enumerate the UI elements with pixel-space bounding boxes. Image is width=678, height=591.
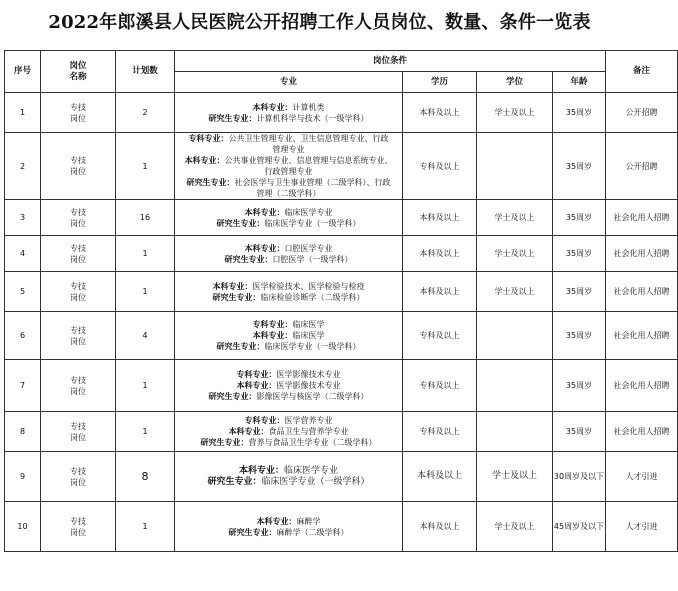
header-post-line2: 名称 <box>69 71 87 82</box>
cell-remark: 社会化用人招聘 <box>606 312 678 360</box>
cell-no: 9 <box>5 452 41 502</box>
cell-post-line1: 专技 <box>70 207 86 217</box>
header-plan: 计划数 <box>116 51 175 93</box>
major-line-label: 本科专业： <box>228 427 269 436</box>
cell-post-line1: 专技 <box>70 281 86 291</box>
cell-no: 2 <box>5 133 41 200</box>
cell-major <box>175 200 403 236</box>
major-line <box>175 437 402 448</box>
cell-education: 专科及以上 <box>403 360 477 412</box>
major-line-text: 麻醉学（二级学科） <box>276 527 349 537</box>
table-row <box>5 502 678 552</box>
major-line-text: 临床医学 <box>292 320 325 329</box>
header-major: 专业 <box>175 72 403 93</box>
major-line-label: 本科专业： <box>244 207 285 217</box>
cell-post-line1: 专技 <box>70 325 86 335</box>
major-line-label: 专科专业： <box>188 134 229 143</box>
header-age: 年龄 <box>553 72 606 93</box>
major-line <box>175 415 402 426</box>
major-line-text: 临床医学专业（一级学科） <box>264 218 361 228</box>
major-line-label: 本科专业： <box>184 156 225 165</box>
cell-education: 本科及以上 <box>403 93 477 133</box>
cell-post-line2: 岗位 <box>70 386 86 396</box>
major-line-text: 医学影像技术专业 <box>276 381 341 390</box>
cell-major <box>175 312 403 360</box>
cell-education: 本科及以上 <box>403 236 477 272</box>
cell-major <box>175 412 403 452</box>
cell-post-line2: 岗位 <box>70 477 86 487</box>
cell-education: 专科及以上 <box>403 312 477 360</box>
cell-post-line2: 岗位 <box>70 218 86 228</box>
major-line-text: 行政管理专业 <box>264 167 313 176</box>
major-line <box>175 281 402 292</box>
cell-major <box>175 236 403 272</box>
major-line <box>175 207 402 218</box>
cell-no: 4 <box>5 236 41 272</box>
major-line-label: 专科专业： <box>236 370 277 379</box>
cell-post-line2: 岗位 <box>70 167 86 176</box>
major-line <box>175 102 402 113</box>
major-line-text: 营养与食品卫生学专业（二级学科） <box>248 438 377 447</box>
major-line-text: 医学营养专业 <box>284 416 333 425</box>
cell-post-line2: 岗位 <box>70 292 86 302</box>
page-title: 2022年郎溪县人民医院公开招聘工作人员岗位、数量、条件一览表 <box>48 12 591 33</box>
cell-age: 30周岁及以下 <box>553 452 606 502</box>
major-line-label: 研究生专业： <box>216 342 265 351</box>
table-row <box>5 93 678 133</box>
cell-education: 本科及以上 <box>403 452 477 502</box>
cell-education: 本科及以上 <box>403 502 477 552</box>
major-line-label: 研究生专业： <box>186 178 235 187</box>
major-line <box>175 254 402 265</box>
table-row <box>5 133 678 200</box>
major-line <box>175 292 402 303</box>
cell-post <box>41 133 116 200</box>
cell-age: 35周岁 <box>553 360 606 412</box>
major-line-label: 本科专业： <box>238 465 284 476</box>
header-remark: 备注 <box>606 51 678 93</box>
cell-plan: 8 <box>116 452 175 502</box>
major-line <box>175 477 402 488</box>
header-post <box>41 51 116 93</box>
header-education: 学历 <box>403 72 477 93</box>
major-line-text: 临床检验诊断学（二级学科） <box>260 292 365 302</box>
major-line-label: 研究生专业： <box>208 113 257 123</box>
cell-post-line2: 岗位 <box>70 113 86 123</box>
major-line-label: 研究生专业： <box>207 476 262 487</box>
major-line-label: 本科专业： <box>252 102 293 112</box>
cell-no: 6 <box>5 312 41 360</box>
major-line <box>175 188 402 199</box>
major-line-text: 计算机类 <box>292 102 325 112</box>
cell-post-line1: 专技 <box>70 156 86 165</box>
header-post-line1: 岗位 <box>69 60 87 71</box>
cell-plan: 1 <box>116 272 175 312</box>
major-line <box>175 466 402 477</box>
cell-remark: 社会化用人招聘 <box>606 412 678 452</box>
major-line-label: 专科专业： <box>252 320 293 329</box>
major-line-text: 医学检验技术、医学检验与检疫 <box>252 281 365 291</box>
major-line-text: 口腔医学专业 <box>284 243 333 253</box>
cell-major <box>175 360 403 412</box>
cell-age: 35周岁 <box>553 93 606 133</box>
cell-degree: 学士及以上 <box>477 452 553 502</box>
cell-age: 35周岁 <box>553 200 606 236</box>
major-line <box>175 516 402 527</box>
major-line-label: 研究生专业： <box>200 438 249 447</box>
major-line <box>175 144 402 155</box>
major-line-label: 本科专业： <box>256 516 297 526</box>
cell-age: 35周岁 <box>553 236 606 272</box>
cell-post-line1: 专技 <box>70 516 86 526</box>
cell-post <box>41 312 116 360</box>
major-line-label: 本科专业： <box>244 243 285 253</box>
major-line <box>175 113 402 124</box>
cell-plan: 1 <box>116 133 175 200</box>
major-line-label: 研究生专业： <box>224 254 273 264</box>
cell-remark: 人才引进 <box>606 502 678 552</box>
cell-post-line2: 岗位 <box>70 254 86 264</box>
cell-plan: 1 <box>116 412 175 452</box>
cell-plan: 4 <box>116 312 175 360</box>
table-row <box>5 200 678 236</box>
cell-remark: 社会化用人招聘 <box>606 360 678 412</box>
cell-age: 35周岁 <box>553 272 606 312</box>
header-conditions: 岗位条件 <box>175 51 606 72</box>
major-line-label: 专科专业： <box>244 416 285 425</box>
table-row <box>5 452 678 502</box>
cell-degree <box>477 360 553 412</box>
cell-education: 专科及以上 <box>403 412 477 452</box>
major-line-label: 本科专业： <box>212 281 253 291</box>
cell-degree: 学士及以上 <box>477 200 553 236</box>
cell-remark: 社会化用人招聘 <box>606 236 678 272</box>
cell-post <box>41 236 116 272</box>
cell-post-line2: 岗位 <box>70 336 86 346</box>
major-line-text: 口腔医学（一级学科） <box>272 254 353 264</box>
cell-plan: 2 <box>116 93 175 133</box>
cell-post-line1: 专技 <box>70 102 86 112</box>
major-line-text: 管理专业 <box>272 145 305 154</box>
cell-degree <box>477 412 553 452</box>
major-line-text: 公共事业管理专业、信息管理与信息系统专业、 <box>224 156 393 165</box>
major-line-text: 麻醉学 <box>296 516 321 526</box>
major-line-text: 社会医学与卫生事业管理（二级学科）、行政 <box>234 178 391 187</box>
cell-no: 5 <box>5 272 41 312</box>
cell-remark: 社会化用人招聘 <box>606 272 678 312</box>
cell-post-line1: 专技 <box>70 243 86 253</box>
cell-post <box>41 272 116 312</box>
cell-age: 35周岁 <box>553 133 606 200</box>
major-line-label: 研究生专业： <box>228 527 277 537</box>
major-line-text: 临床医学专业 <box>284 207 333 217</box>
cell-post <box>41 360 116 412</box>
major-line-label: 研究生专业： <box>208 392 257 401</box>
cell-education: 专科及以上 <box>403 133 477 200</box>
major-line-text: 公共卫生管理专业、卫生信息管理专业、行政 <box>228 134 389 143</box>
major-line-text: 临床医学 <box>292 331 325 340</box>
cell-plan: 1 <box>116 360 175 412</box>
cell-post-line1: 专技 <box>70 421 86 431</box>
cell-remark: 人才引进 <box>606 452 678 502</box>
cell-remark: 公开招聘 <box>606 93 678 133</box>
cell-degree: 学士及以上 <box>477 272 553 312</box>
cell-major <box>175 93 403 133</box>
cell-no: 10 <box>5 502 41 552</box>
cell-post <box>41 452 116 502</box>
major-line <box>175 426 402 437</box>
cell-no: 3 <box>5 200 41 236</box>
major-line <box>175 380 402 391</box>
cell-post <box>41 412 116 452</box>
header-degree: 学位 <box>477 72 553 93</box>
cell-post-line1: 专技 <box>70 466 86 476</box>
major-line <box>175 527 402 538</box>
cell-major <box>175 272 403 312</box>
recruitment-table <box>4 50 678 552</box>
major-line-text: 医学影像技术专业 <box>276 370 341 379</box>
cell-education: 本科及以上 <box>403 200 477 236</box>
major-line-label: 本科专业： <box>252 331 293 340</box>
table-row <box>5 272 678 312</box>
cell-degree: 学士及以上 <box>477 236 553 272</box>
major-line-text: 临床医学专业 <box>284 465 339 476</box>
major-line <box>175 218 402 229</box>
cell-degree <box>477 312 553 360</box>
major-line <box>175 319 402 330</box>
major-line-label: 研究生专业： <box>212 292 261 302</box>
major-line-text: 计算机科学与技术（一级学科） <box>256 113 369 123</box>
cell-post <box>41 200 116 236</box>
major-line <box>175 133 402 144</box>
cell-degree: 学士及以上 <box>477 502 553 552</box>
major-line-label: 研究生专业： <box>216 218 265 228</box>
cell-post <box>41 502 116 552</box>
major-line-text: 食品卫生与营养学专业 <box>268 427 349 436</box>
major-line <box>175 369 402 380</box>
cell-degree: 学士及以上 <box>477 93 553 133</box>
major-line-text: 临床医学专业（一级学科） <box>264 342 361 351</box>
cell-education: 本科及以上 <box>403 272 477 312</box>
cell-post-line1: 专技 <box>70 375 86 385</box>
cell-no: 7 <box>5 360 41 412</box>
major-line-text: 管理（二级学科） <box>256 189 321 198</box>
table-row <box>5 236 678 272</box>
major-line <box>175 155 402 166</box>
cell-plan: 1 <box>116 502 175 552</box>
header-no: 序号 <box>5 51 41 93</box>
cell-remark: 公开招聘 <box>606 133 678 200</box>
cell-post-line2: 岗位 <box>70 527 86 537</box>
cell-plan: 16 <box>116 200 175 236</box>
major-line <box>175 341 402 352</box>
table-row <box>5 412 678 452</box>
table-row <box>5 312 678 360</box>
major-line <box>175 166 402 177</box>
cell-post <box>41 93 116 133</box>
table-row <box>5 360 678 412</box>
major-line <box>175 243 402 254</box>
cell-post-line2: 岗位 <box>70 432 86 442</box>
cell-degree <box>477 133 553 200</box>
major-line <box>175 391 402 402</box>
major-line <box>175 330 402 341</box>
major-line-text: 临床医学专业（一级学科） <box>261 476 370 487</box>
cell-age: 45周岁及以下 <box>553 502 606 552</box>
cell-no: 1 <box>5 93 41 133</box>
cell-age: 35周岁 <box>553 412 606 452</box>
table-header <box>5 51 678 93</box>
cell-age: 35周岁 <box>553 312 606 360</box>
major-line <box>175 177 402 188</box>
major-line-label: 本科专业： <box>236 381 277 390</box>
cell-no: 8 <box>5 412 41 452</box>
cell-remark: 社会化用人招聘 <box>606 200 678 236</box>
major-line-text: 影像医学与核医学（二级学科） <box>256 392 369 401</box>
cell-major <box>175 502 403 552</box>
cell-major <box>175 133 403 200</box>
cell-major <box>175 452 403 502</box>
cell-plan: 1 <box>116 236 175 272</box>
table-body <box>5 93 678 552</box>
